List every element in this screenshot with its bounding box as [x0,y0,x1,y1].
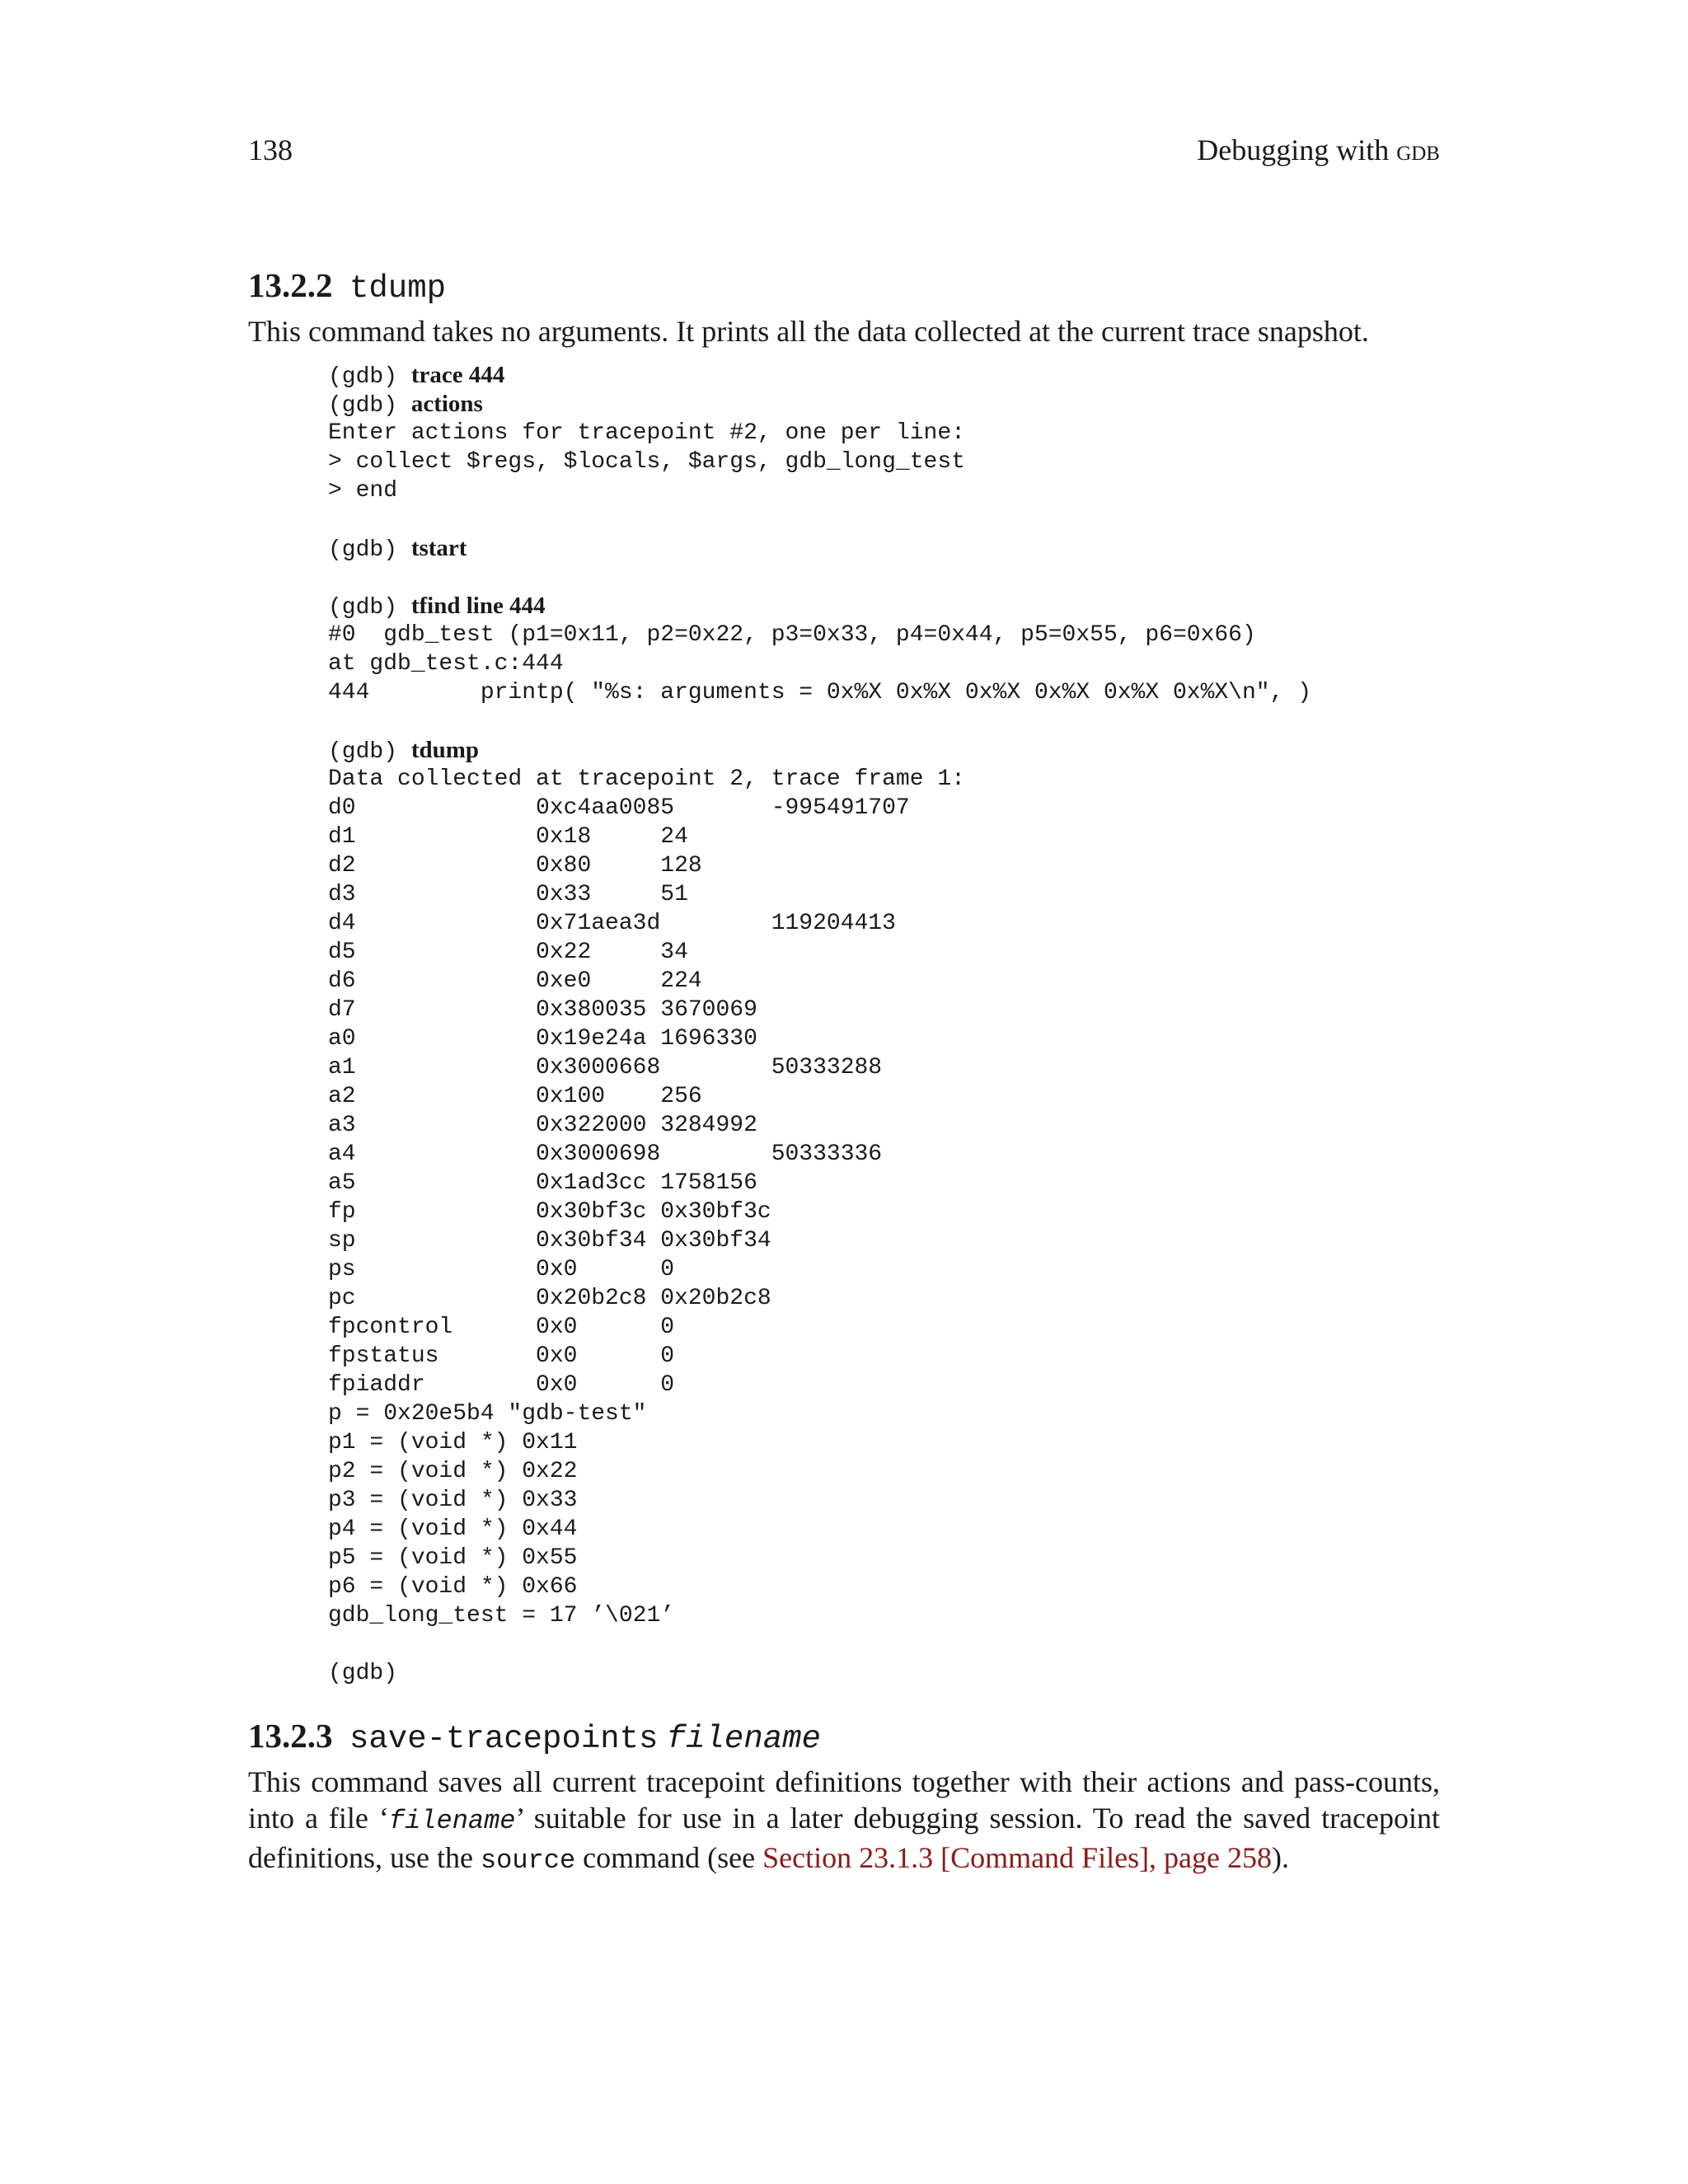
example-blank-line [328,1630,1440,1659]
example-line-trace [328,361,1440,390]
register-line: d5 0x22 34 [328,940,688,965]
example-blank-line [328,563,1440,592]
local-variable-line: p3 = (void *) 0x33 [328,1488,578,1513]
gdb-prompt: (gdb) [328,364,411,390]
description-text: This command saves all current tracepoint definitions together with their actions and pass-counts, into a file ‘ [248,1765,1440,1835]
register-line: a3 0x322000 3284992 [328,1113,757,1138]
register-line: a5 0x1ad3cc 1758156 [328,1170,757,1196]
local-variable-line: p = 0x20e5b4 "gdb-test" [328,1401,647,1427]
register-line: ps 0x0 0 [328,1257,675,1282]
page-number: 138 [248,134,293,166]
command-tstart: tstart [410,535,467,561]
command-actions: actions [410,391,483,417]
example-session [328,361,1440,1688]
example-output-line: at gdb_test.c:444 [328,651,564,677]
running-title-prefix: Debugging with [1197,134,1397,166]
description-text: command (see [575,1841,763,1874]
command-trace: trace 444 [410,362,505,388]
source-command: source [480,1845,576,1876]
example-output-line: > collect $regs, $locals, $args, gdb_long_test [328,449,965,475]
command-tdump: tdump [410,737,480,763]
local-variable-line: p4 = (void *) 0x44 [328,1516,578,1542]
example-output-line: Data collected at tracepoint 2, trace frame 1: [328,766,965,792]
local-variable-line: gdb_long_test = 17 ’\021’ [328,1603,675,1629]
local-variable-line: p2 = (void *) 0x22 [328,1459,578,1484]
example-blank-line [328,505,1440,534]
local-variable-line: p1 = (void *) 0x11 [328,1430,578,1455]
running-title [1197,130,1440,170]
section-name: tdump [349,270,447,307]
filename-argument: filename [388,1806,516,1836]
running-title-gdb: gdb [1396,134,1440,166]
section-heading-tdump [248,262,1440,312]
gdb-prompt: (gdb) [328,595,411,621]
section-heading-save-tracepoints [248,1713,1440,1762]
save-tracepoints-description [248,1764,1440,1879]
command-files-link[interactable]: Section 23.1.3 [Command Files], page 258 [762,1841,1273,1874]
register-line: fpstatus 0x0 0 [328,1343,675,1369]
register-line: d4 0x71aea3d 119204413 [328,911,896,936]
register-line: pc 0x20b2c8 0x20b2c8 [328,1286,771,1311]
register-line: a0 0x19e24a 1696330 [328,1026,757,1052]
register-line: d1 0x18 24 [328,824,688,850]
gdb-prompt: (gdb) [328,393,411,419]
section-name: save-tracepoints [349,1721,659,1757]
example-output-line: 444 printp( "%s: arguments = 0x%X 0x%X 0x%X 0x%X 0x%X 0x%X\n", ) [328,680,1311,705]
register-line: d7 0x380035 3670069 [328,997,757,1023]
register-line: a1 0x3000668 50333288 [328,1055,883,1080]
register-line: fpcontrol 0x0 0 [328,1315,675,1340]
description-text: ). [1272,1841,1290,1874]
register-line: d2 0x80 128 [328,853,702,879]
register-line: d6 0xe0 224 [328,968,702,994]
page-content [248,262,1440,1879]
gdb-prompt: (gdb) [328,739,411,765]
register-line: sp 0x30bf34 0x30bf34 [328,1228,771,1254]
register-line: fpiaddr 0x0 0 [328,1372,675,1398]
register-line: d3 0x33 51 [328,882,688,907]
example-output-line: #0 gdb_test (p1=0x11, p2=0x22, p3=0x33, p4=0x44, p5=0x55, p6=0x66) [328,622,1256,648]
example-line-tfind [328,592,1440,621]
gdb-prompt: (gdb) [328,537,411,563]
local-variable-line: p6 = (void *) 0x66 [328,1574,578,1600]
example-output-line: > end [328,478,398,504]
example-line-tdump [328,736,1440,765]
register-line: a4 0x3000698 50333336 [328,1141,883,1167]
register-line: fp 0x30bf3c 0x30bf3c [328,1199,771,1225]
local-variable-line: p5 = (void *) 0x55 [328,1545,578,1571]
example-output-line: Enter actions for tracepoint #2, one per line: [328,420,965,446]
section-number: 13.2.3 [248,1717,333,1755]
example-line-actions [328,390,1440,419]
register-line: d0 0xc4aa0085 -995491707 [328,795,910,821]
section-number: 13.2.2 [248,266,333,304]
example-blank-line [328,707,1440,736]
example-final-prompt: (gdb) [328,1661,398,1686]
section-argument: filename [666,1721,821,1757]
command-tfind: tfind line 444 [410,593,546,619]
example-line-tstart [328,534,1440,563]
register-line: a2 0x100 256 [328,1084,702,1109]
description-text: ’ suitable for use in a later debugging session. To read the saved tracepoint definitions, use the [248,1802,1440,1874]
tdump-description: This command takes no arguments. It prints all the data collected at the current trace snapshot. [248,315,1369,348]
